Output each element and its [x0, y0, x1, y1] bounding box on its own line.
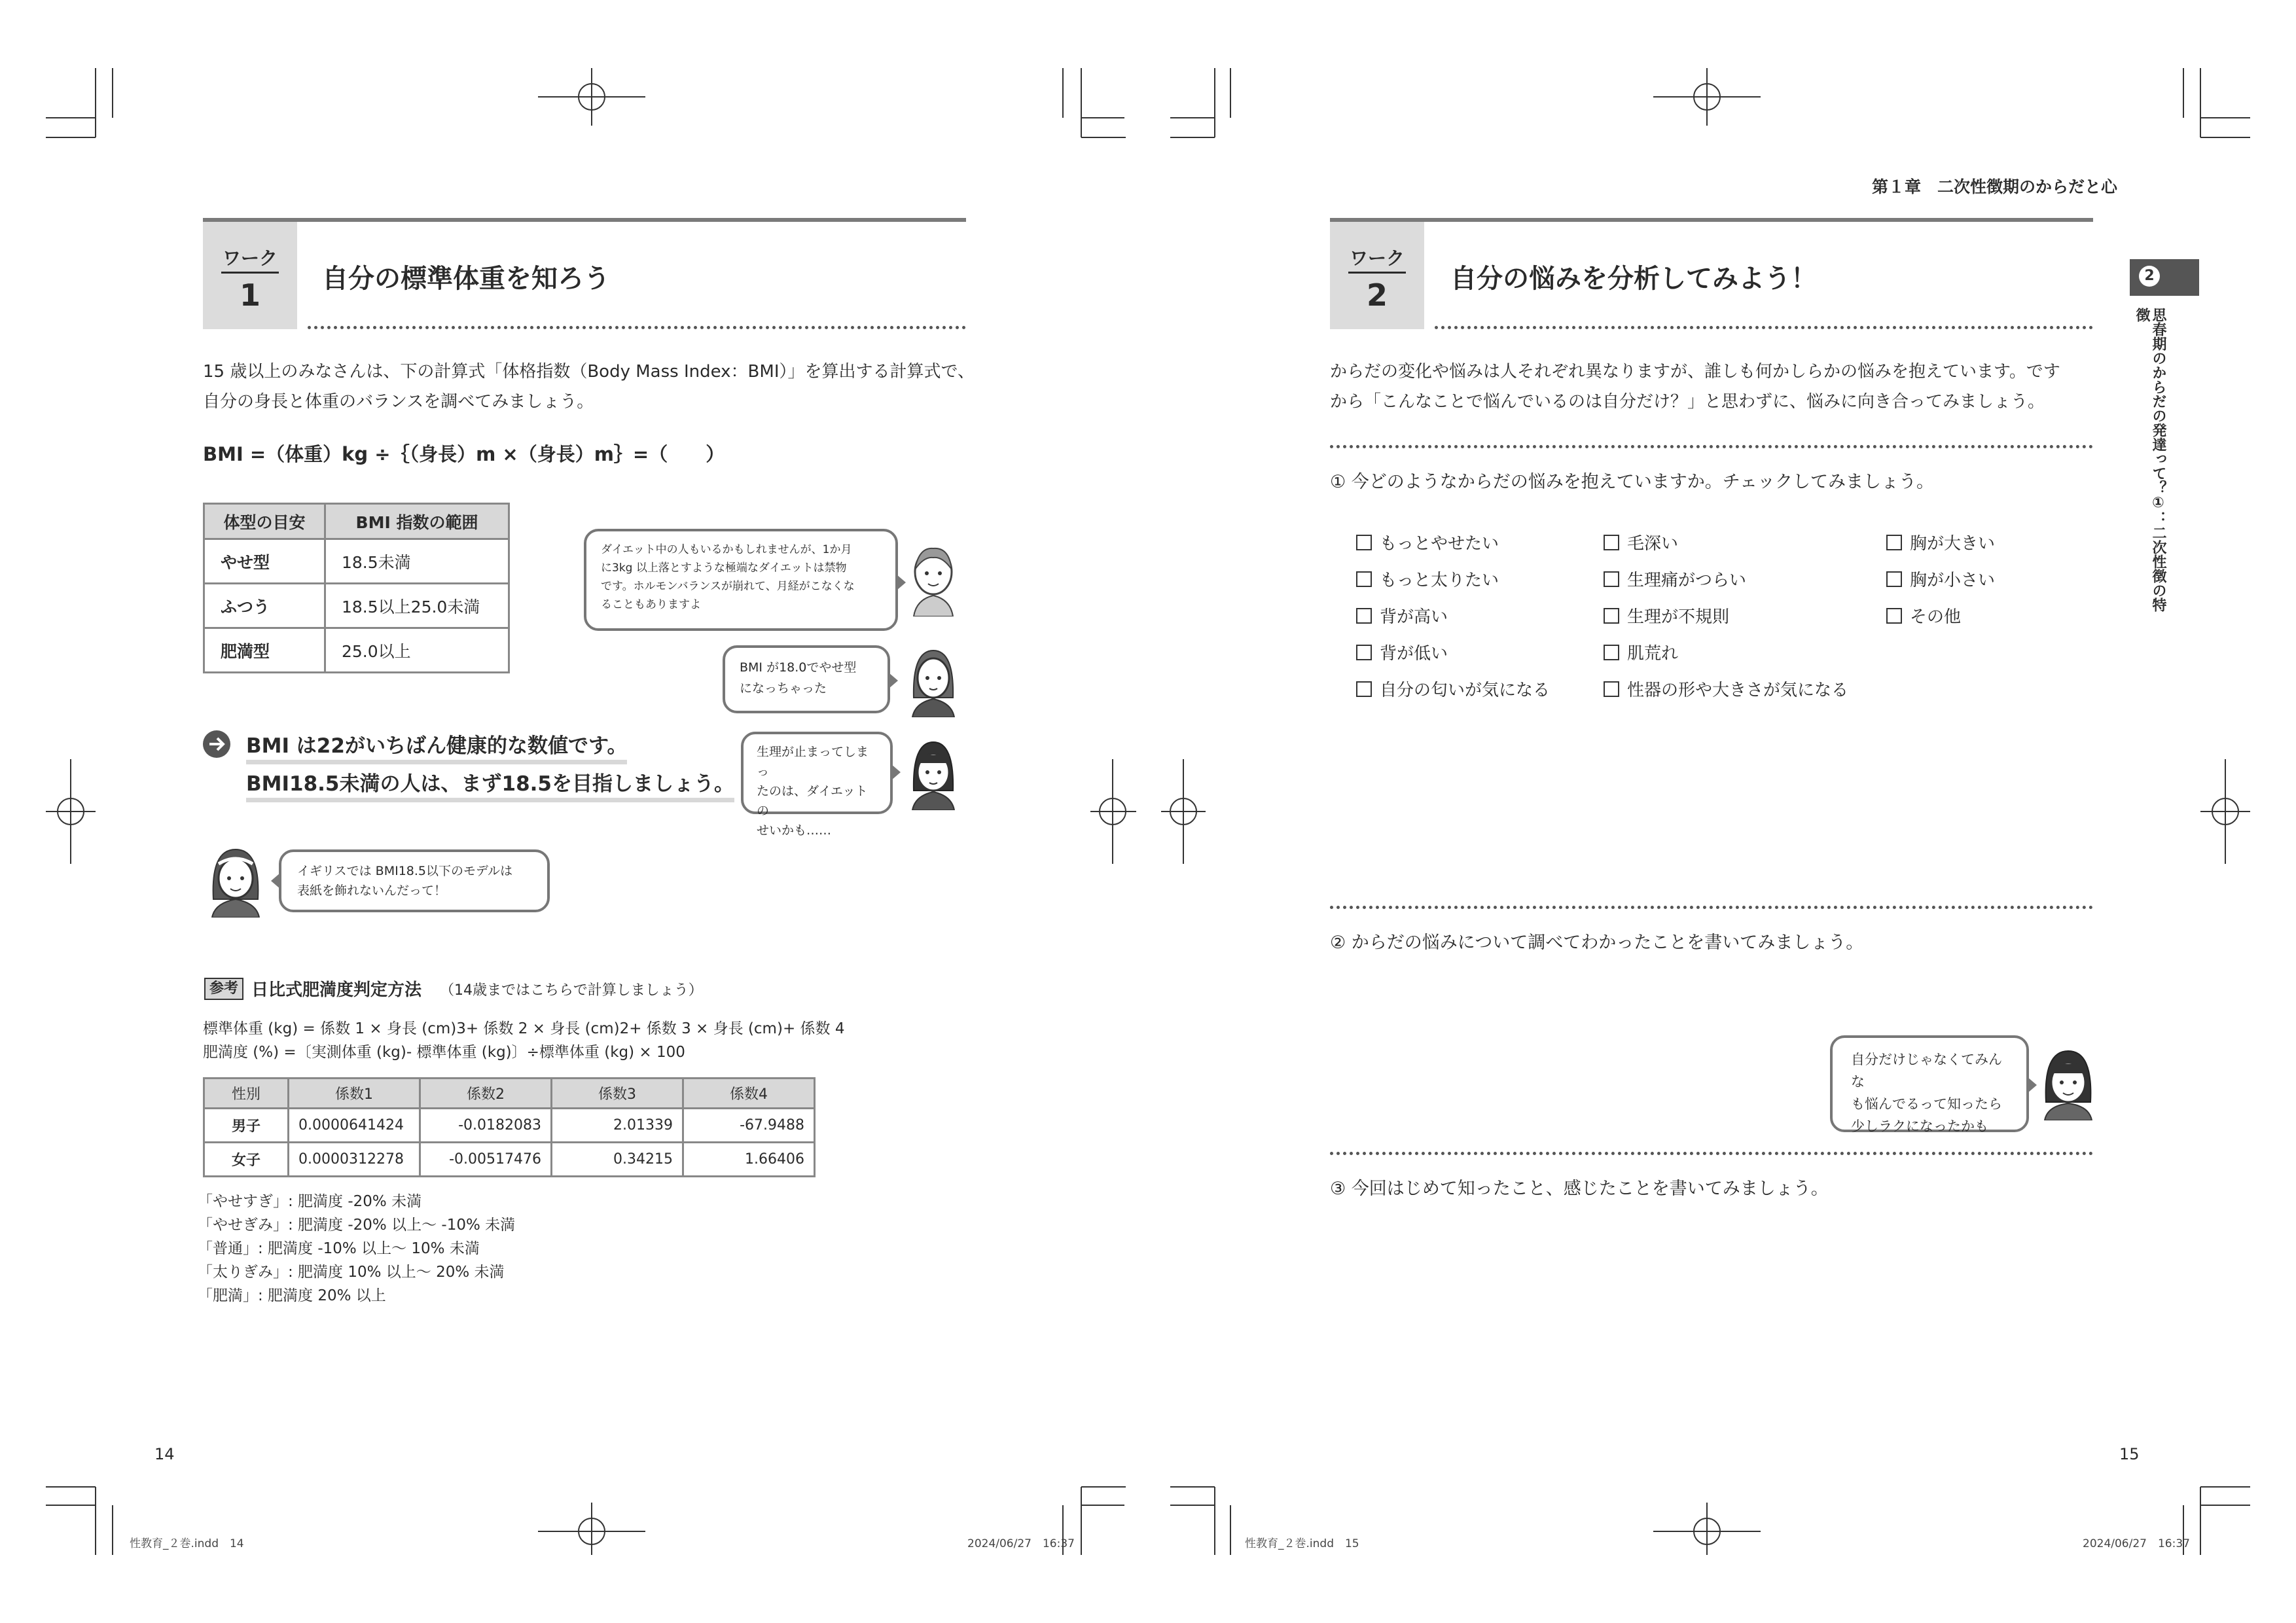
bubble-line: たのは、ダイエットの [757, 784, 868, 818]
bmi-table-cell: 25.0以上 [325, 628, 509, 673]
coef-table-cell: -0.0182083 [420, 1109, 552, 1143]
arrow-circle-icon [202, 729, 232, 759]
teacher-face-icon [906, 543, 961, 616]
bmi-formula: BMI =（体重）kg ÷｛（身長）m ×（身長）m｝=（ ） [203, 443, 725, 465]
criteria-item: 「やせすぎ」: 肥満度 -20% 未満 [198, 1193, 422, 1210]
checkbox-icon[interactable] [1356, 681, 1372, 697]
reference-tag: 参考 [204, 978, 243, 1000]
coef-table-cell: 1.66406 [683, 1143, 815, 1177]
footer-file-right: 性教育_２巻.indd 15 [1245, 1537, 1359, 1550]
checkbox-icon[interactable] [1356, 571, 1372, 587]
speech-bubble-period [741, 732, 893, 838]
criteria-item: 「肥満」: 肥満度 20% 以上 [198, 1287, 386, 1304]
footer-file-left: 性教育_２巻.indd 14 [130, 1537, 244, 1550]
checkbox-item[interactable] [1356, 640, 1448, 664]
coef-table-cell: 0.34215 [552, 1143, 683, 1177]
work2-badge [1330, 222, 1424, 329]
checkbox-label: 背が低い [1380, 644, 1448, 664]
work2-divider [1435, 326, 2093, 329]
girl-headband-face-icon [204, 844, 267, 918]
criteria-item: 「太りぎみ」: 肥満度 10% 以上～ 20% 未満 [198, 1264, 505, 1281]
checkbox-item[interactable] [1604, 640, 1678, 664]
bmi-table-header: 体型の目安 [204, 504, 325, 539]
checkbox-item[interactable] [1356, 677, 1550, 701]
coef-table-header: 係数2 [420, 1079, 552, 1109]
bubble-line: になっちゃった [740, 681, 827, 696]
footer-date-right: 2024/06/27 16:37 [2083, 1537, 2190, 1550]
checkbox-item[interactable] [1356, 530, 1499, 554]
checkbox-label: 背が高い [1380, 607, 1448, 627]
bubble-line: 表紙を飾れないんだって！ [297, 883, 447, 898]
checkbox-item[interactable] [1604, 530, 1678, 554]
coef-table-cell: -0.00517476 [420, 1143, 552, 1177]
checkbox-label: 生理痛がつらい [1627, 571, 1747, 590]
work2-top-rule [1330, 218, 2093, 222]
coef-table-cell: 0.0000641424 [289, 1109, 420, 1143]
bubble-line: ることもありますよ [601, 598, 701, 611]
reference-note: （14歳まではこちらで計算しましょう） [440, 982, 703, 999]
checkbox-item[interactable] [1356, 603, 1448, 628]
side-tab-number: 2 [2139, 266, 2160, 287]
chapter-header: 第１章 二次性徴期のからだと心 [1872, 177, 2118, 196]
checkbox-label: 自分の匂いが気になる [1380, 681, 1551, 700]
checkbox-icon[interactable] [1356, 645, 1372, 660]
checkbox-label: 毛深い [1627, 534, 1679, 554]
bubble-line: せいかも…… [757, 823, 832, 838]
girl-bangs-face-icon [2037, 1047, 2100, 1120]
bmi-point-line-2: BMI18.5未満の人は、まず18.5を目指しましょう。 [246, 767, 734, 802]
criteria-item: 「普通」: 肥満度 -10% 以上～ 10% 未満 [198, 1240, 480, 1257]
girl-bangs-face-icon [906, 738, 961, 810]
work2-label: ワーク [1348, 244, 1406, 274]
work1-title: 自分の標準体重を知ろう [322, 264, 610, 294]
checkbox-icon[interactable] [1604, 681, 1619, 697]
checkbox-icon[interactable] [1356, 608, 1372, 624]
reference-title: 日比式肥満度判定方法 [251, 980, 422, 1000]
checkbox-label: 胸が小さい [1910, 571, 1996, 590]
checkbox-label: その他 [1910, 607, 1962, 627]
speech-bubble-diet [584, 529, 898, 631]
checkbox-item[interactable] [1604, 603, 1729, 628]
work2-number: 2 [1366, 277, 1388, 313]
girl-face-icon [906, 645, 961, 717]
checkbox-item[interactable] [1886, 530, 1995, 554]
page-number-left: 14 [154, 1445, 175, 1463]
coef-table-cell: 0.0000312278 [289, 1143, 420, 1177]
footer-date-left: 2024/06/27 16:37 [967, 1537, 1075, 1550]
bubble-line: も悩んでるって知ったら [1851, 1096, 2002, 1112]
checkbox-icon[interactable] [1886, 535, 1902, 550]
checkbox-label: 性器の形や大きさが気になる [1627, 681, 1849, 700]
work1-label: ワーク [221, 244, 279, 274]
intro-line-2: から「こんなことで悩んでいるのは自分だけ？」と思わずに、悩みに向き合ってみましょう。 [1330, 392, 2045, 412]
coef-table-header: 係数3 [552, 1079, 683, 1109]
checkbox-item[interactable] [1604, 567, 1746, 591]
bubble-line: ダイエット中の人もいるかもしれませんが、1か月 [601, 543, 852, 556]
reference-formula-1: 標準体重 (kg) = 係数 1 × 身長 (cm)3+ 係数 2 × 身長 (cm)2+ 係数 3 × 身長 (cm)+ 係数 4 [203, 1020, 845, 1037]
bmi-table-cell: やせ型 [204, 539, 325, 584]
work2-title: 自分の悩みを分析してみよう！ [1450, 264, 1817, 294]
work1-top-rule [203, 218, 966, 222]
checkbox-item[interactable] [1886, 567, 1995, 591]
speech-bubble-relief [1830, 1035, 2029, 1132]
criteria-item: 「やせぎみ」: 肥満度 -20% 以上～ -10% 未満 [198, 1217, 516, 1234]
coef-table-cell: 男子 [204, 1109, 289, 1143]
checkbox-item[interactable] [1604, 677, 1848, 701]
checkbox-icon[interactable] [1604, 535, 1619, 550]
q3-divider [1330, 1152, 2093, 1155]
bmi-table [203, 503, 510, 673]
checkbox-label: 胸が大きい [1910, 534, 1996, 554]
work1-number: 1 [239, 277, 260, 313]
page-number-right: 15 [2119, 1445, 2140, 1463]
reference-formula-2: 肥満度 (%) =〔実測体重 (kg)- 標準体重 (kg)〕÷標準体重 (kg) × 100 [203, 1044, 685, 1061]
checkbox-label: もっとやせたい [1380, 534, 1499, 554]
bubble-line: 自分だけじゃなくてみんな [1851, 1052, 2002, 1090]
checkbox-label: 肌荒れ [1627, 644, 1679, 664]
coef-table-header: 係数1 [289, 1079, 420, 1109]
coef-table-header: 性別 [204, 1079, 289, 1109]
bubble-line: 少しラクになったかも [1851, 1118, 1988, 1134]
work1-divider [308, 326, 966, 329]
coef-table-cell: -67.9488 [683, 1109, 815, 1143]
question-1: ① 今どのようなからだの悩みを抱えていますか。チェックしてみましょう。 [1330, 472, 1934, 492]
hibi-coefficient-table [203, 1077, 816, 1177]
bubble-line: BMI が18.0でやせ型 [740, 660, 857, 675]
checkbox-icon[interactable] [1886, 608, 1902, 624]
bmi-table-cell: ふつう [204, 584, 325, 628]
checkbox-label: もっと太りたい [1380, 571, 1499, 590]
bmi-point-line-1: BMI は22がいちばん健康的な数値です。 [246, 729, 627, 764]
checkbox-icon[interactable] [1604, 645, 1619, 660]
bmi-table-cell: 18.5以上25.0未満 [325, 584, 509, 628]
checkbox-label: 生理が不規則 [1627, 607, 1730, 627]
bmi-table-cell: 肥満型 [204, 628, 325, 673]
bubble-line: です。ホルモンバランスが崩れて、月経がこなくな [601, 580, 855, 593]
checkbox-icon[interactable] [1356, 535, 1372, 550]
bubble-line: イギリスでは BMI18.5以下のモデルは [297, 864, 513, 878]
question-3: ③ 今回はじめて知ったこと、感じたことを書いてみましょう。 [1330, 1179, 1829, 1199]
bmi-table-header: BMI 指数の範囲 [325, 504, 509, 539]
work2-intro [1330, 357, 2060, 417]
q2-divider [1330, 906, 2093, 909]
criteria-list [198, 1190, 515, 1308]
intro-line-1: 15 歳以上のみなさんは、下の計算式「体格指数（Body Mass Index：BMI）」を算出する計算式で、 [203, 362, 975, 382]
q1-divider [1330, 445, 2093, 448]
side-tab [2130, 259, 2199, 296]
question-2: ② からだの悩みについて調べてわかったことを書いてみましょう。 [1330, 933, 1864, 953]
speech-bubble-england [279, 849, 550, 912]
speech-bubble-bmi18 [723, 645, 890, 713]
coef-table-cell: 2.01339 [552, 1109, 683, 1143]
coef-table-header: 係数4 [683, 1079, 815, 1109]
bubble-line: に3kg 以上落とすような極端なダイエットは禁物 [601, 562, 847, 575]
checkbox-icon[interactable] [1604, 571, 1619, 587]
checkbox-item[interactable] [1356, 567, 1499, 591]
checkbox-icon[interactable] [1886, 571, 1902, 587]
work1-badge [203, 222, 297, 329]
work1-intro [203, 357, 975, 417]
side-tab-title: 思春期のからだの発達って？①：二次性徴の特徴 [2134, 308, 2166, 612]
coef-table-cell: 女子 [204, 1143, 289, 1177]
bmi-table-cell: 18.5未満 [325, 539, 509, 584]
checkbox-icon[interactable] [1604, 608, 1619, 624]
checkbox-item[interactable] [1886, 603, 1961, 628]
bubble-line: 生理が止まってしまっ [757, 745, 869, 779]
intro-line-1: からだの変化や悩みは人それぞれ異なりますが、誰しも何かしらかの悩みを抱えています。です [1330, 362, 2060, 382]
intro-line-2: 自分の身長と体重のバランスを調べてみましょう。 [203, 392, 594, 412]
